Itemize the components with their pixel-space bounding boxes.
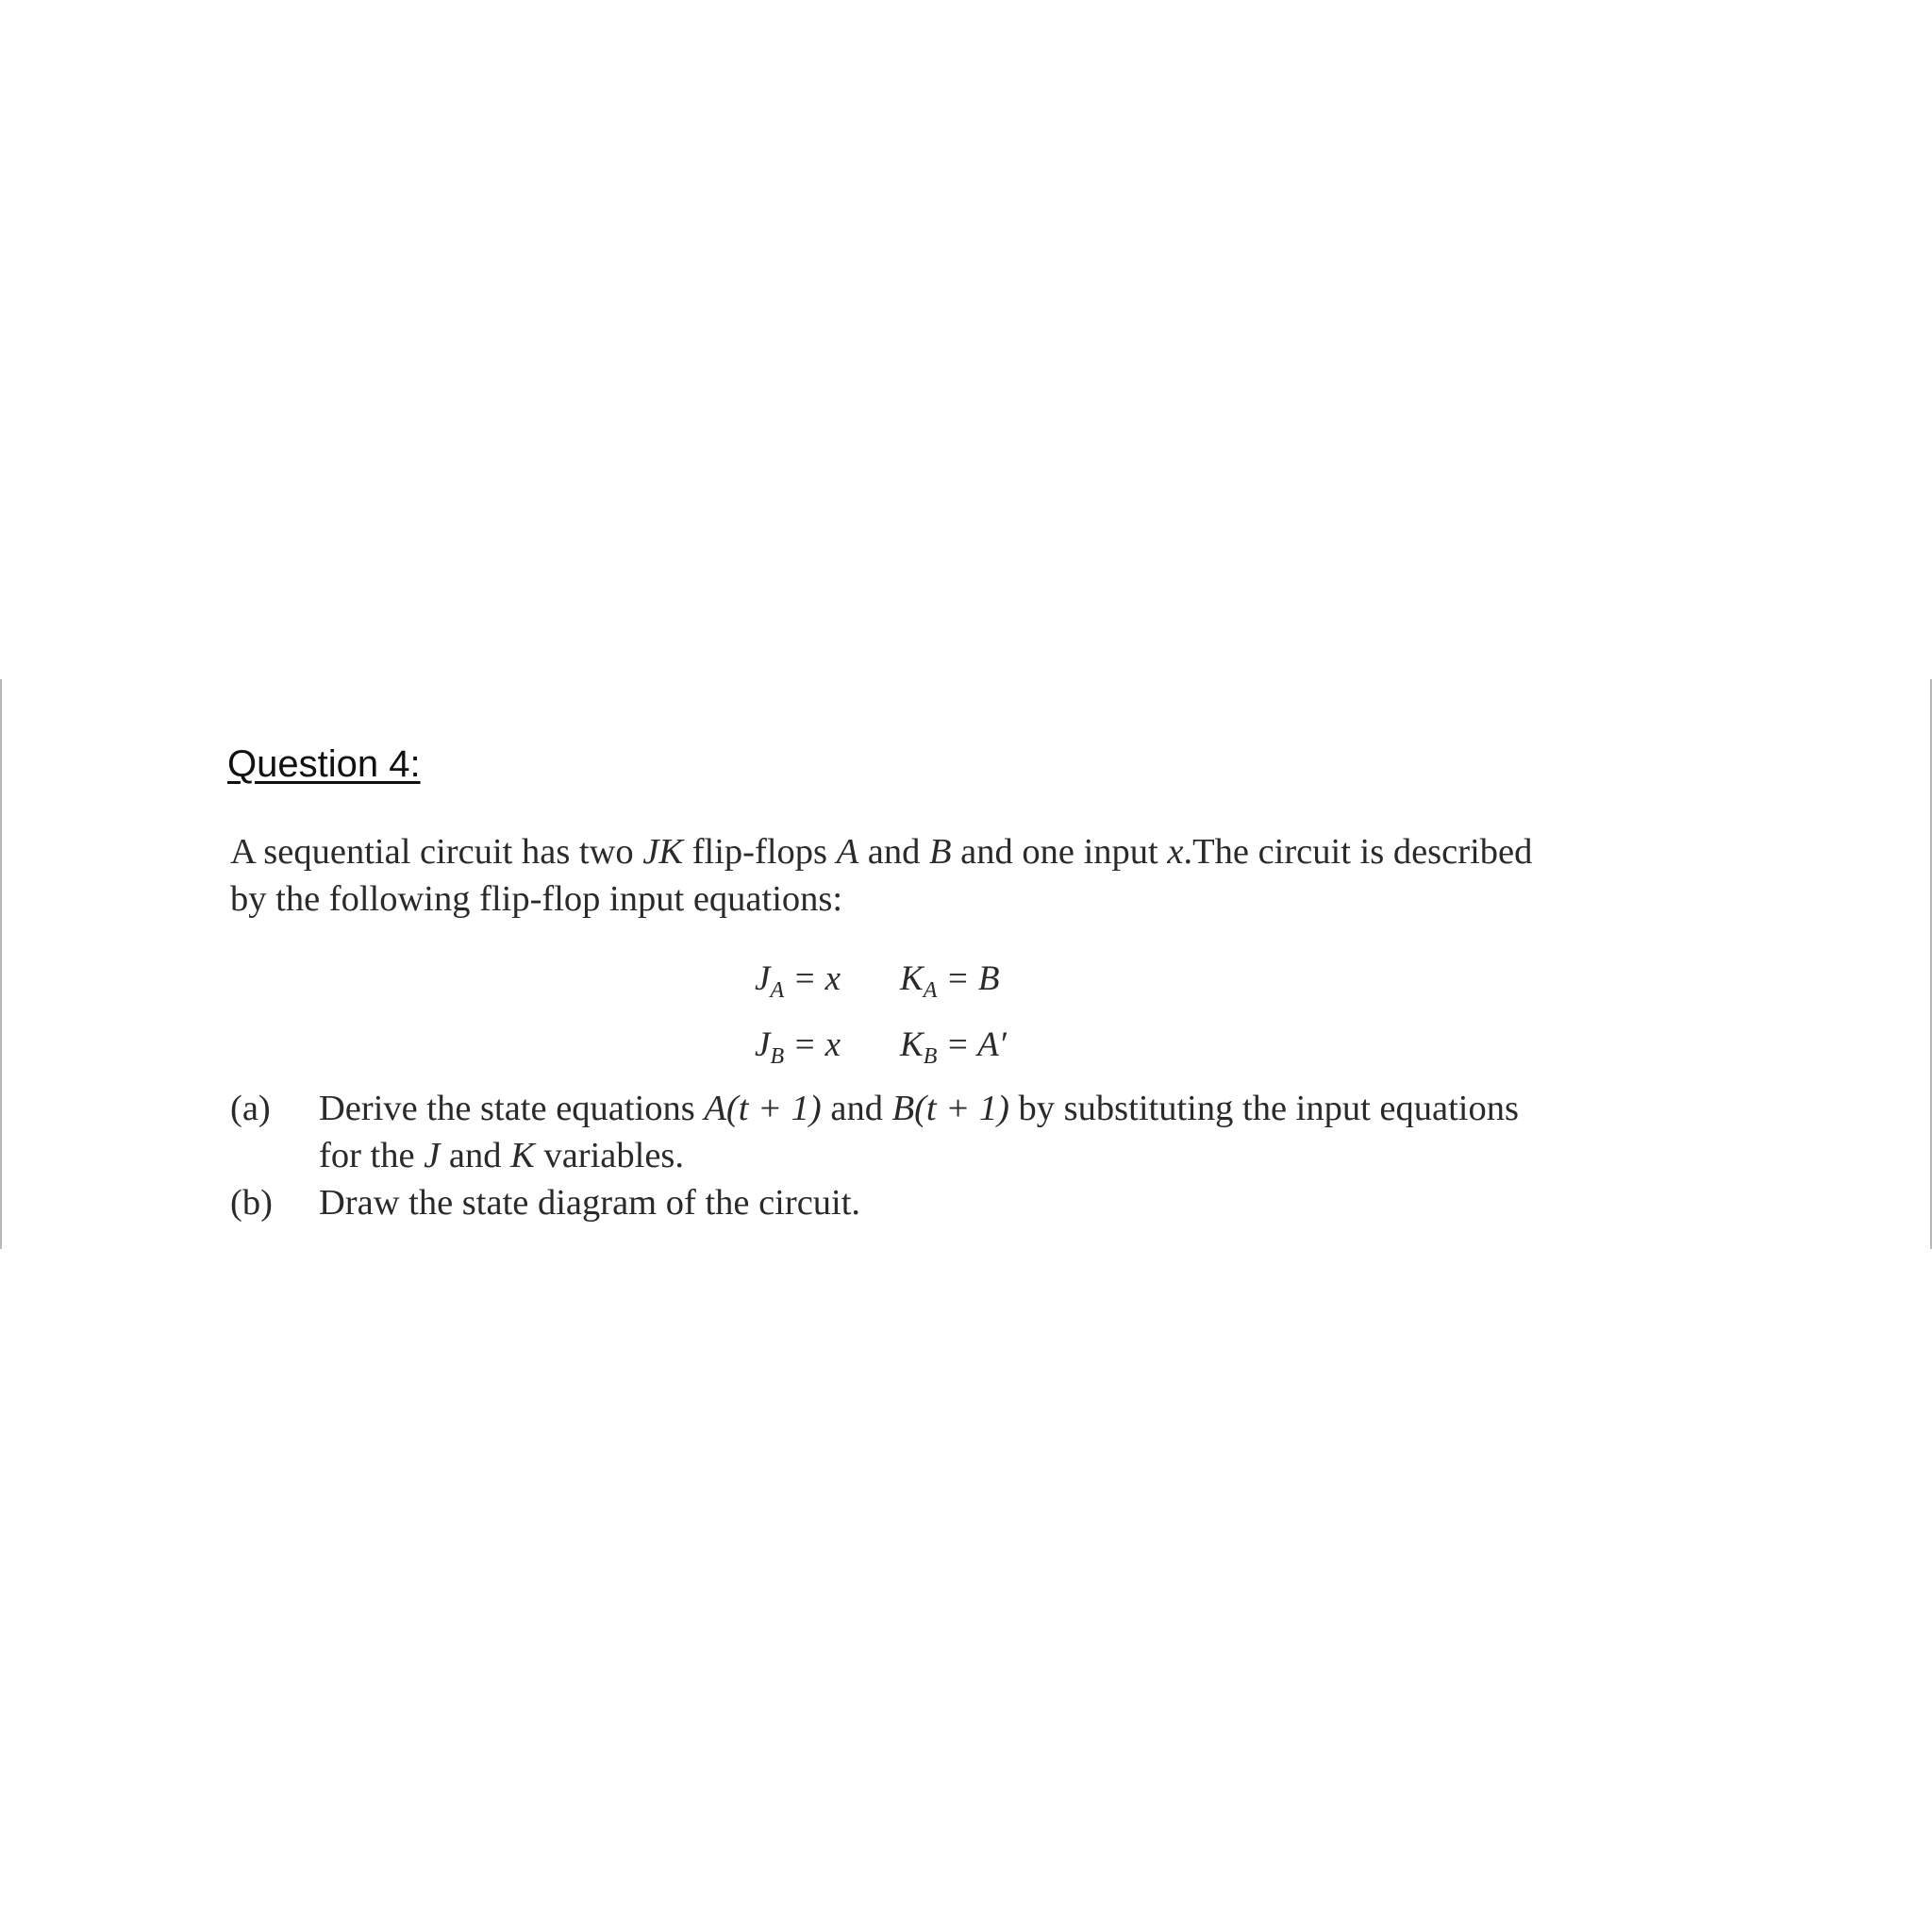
intro-line-2: by the following flip-flop input equations: — [230, 879, 843, 919]
flip-flop-equations — [755, 946, 1007, 1078]
equation-ja: $J_A = x$ — [755, 959, 841, 1003]
part-b: (b) Draw the state diagram of the circuit. — [230, 1179, 1519, 1226]
intro-line-1: A sequential circuit has two JK flip-flops A and B and one input x.The circuit is described — [230, 832, 1533, 872]
part-label: (a) — [230, 1089, 271, 1128]
equation-jb: $J_B = x$ — [755, 1025, 841, 1069]
equation-row-a — [755, 946, 1007, 1012]
question-parts — [230, 1085, 1519, 1226]
intro-paragraph — [230, 828, 1532, 923]
equation-row-b — [755, 1012, 1007, 1078]
part-a: (a) Derive the state equations A(t + 1) and B(t + 1) by substituting the input equations for the J and K variables. — [230, 1085, 1519, 1179]
question-title: Question 4: — [227, 743, 421, 785]
equation-kb: $K_B = A'$ — [900, 1025, 1007, 1069]
part-label: (b) — [230, 1183, 273, 1223]
equation-ka: $K_A = B$ — [900, 959, 1000, 1003]
